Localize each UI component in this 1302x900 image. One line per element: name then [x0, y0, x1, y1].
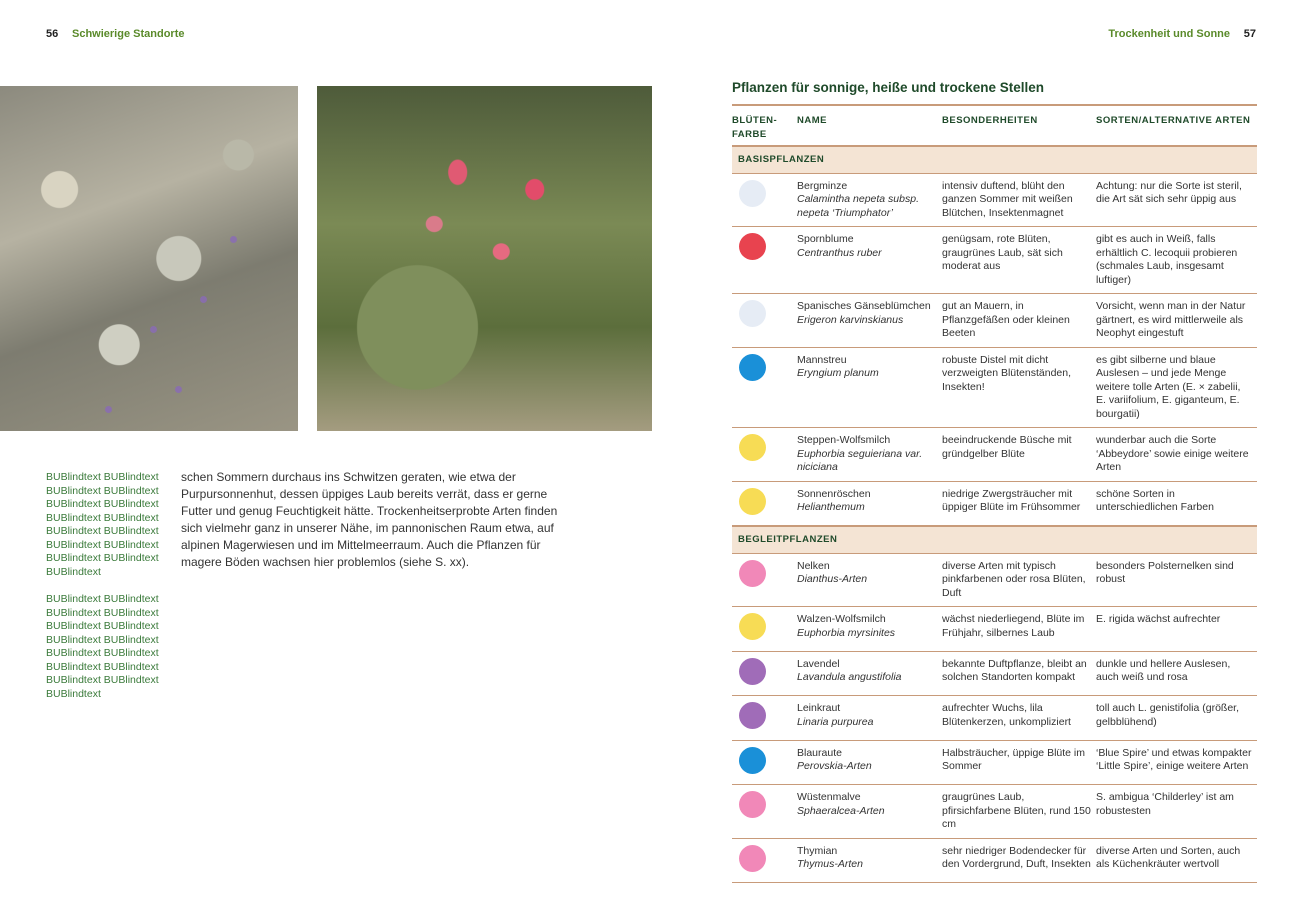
plant-name-cell: [797, 227, 942, 294]
plant-name-cell: [797, 785, 942, 839]
plant-latin-name: Euphorbia seguieriana var. niciciana: [797, 447, 923, 473]
photo-eryngium-lavender: [0, 86, 298, 431]
plant-common-name: Bergminze: [797, 179, 848, 192]
plant-notes: diverse Arten mit typisch pinkfarbenen oder rosa Blüten, Duft: [942, 553, 1096, 607]
plant-common-name: Steppen-Wolfsmilch: [797, 434, 891, 446]
bloom-color-swatch: [739, 488, 766, 515]
section-label: BEGLEITPFLANZEN: [732, 526, 1257, 553]
table-row: [732, 785, 1257, 839]
plant-table: [732, 104, 1257, 883]
plant-alternatives: es gibt silberne und blaue Auslesen – und jede Menge weitere tolle Arten (E. × zabelii, E. variifolium, E. giganteum, E. bourgatii): [1096, 347, 1257, 428]
plant-common-name: Mannstreu: [797, 353, 847, 366]
plant-latin-name: Centranthus ruber: [797, 246, 882, 259]
plant-common-name: Nelken: [797, 559, 830, 572]
plant-latin-name: Erigeron karvinskianus: [797, 313, 904, 326]
bloom-color-swatch: [739, 747, 766, 774]
plant-common-name: Spornblume: [797, 233, 854, 245]
running-head-left: Schwierige Standorte: [72, 28, 185, 40]
plant-latin-name: Eryngium planum: [797, 367, 879, 379]
plant-notes: genügsam, rote Blüten, graugrünes Laub, sät sich moderat aus: [942, 227, 1096, 294]
bloom-color-swatch: [739, 702, 766, 729]
bloom-color-swatch: [739, 180, 766, 207]
plant-latin-name: Euphorbia myrsinites: [797, 626, 896, 639]
plant-alternatives: gibt es auch in Weiß, falls erhältlich C. lecoquii probieren (schmales Laub, insgesamt luftiger): [1096, 227, 1257, 294]
bloom-color-cell: [732, 294, 797, 348]
plant-name-cell: [797, 651, 942, 696]
table-row: [732, 227, 1257, 294]
plant-latin-name: Sphaeralcea-Arten: [797, 804, 885, 817]
plant-name-cell: [797, 294, 942, 348]
plant-name-cell: [797, 740, 942, 785]
plant-alternatives: S. ambigua ‘Childerley’ ist am robustesten: [1096, 785, 1257, 839]
plant-notes: wächst niederliegend, Blüte im Frühjahr, silbernes Laub: [942, 607, 1096, 652]
plant-notes: Halbsträucher, üppige Blüte im Sommer: [942, 740, 1096, 785]
col-header-alternatives: SORTEN/ALTERNATIVE ARTEN: [1096, 115, 1251, 126]
plant-notes: aufrechter Wuchs, lila Blütenkerzen, unkompliziert: [942, 696, 1096, 741]
plant-alternatives: schöne Sorten in unterschiedlichen Farben: [1096, 481, 1257, 526]
plant-alternatives: wunderbar auch die Sorte ‘Abbeydore’ sowie einige weitere Arten: [1096, 428, 1257, 482]
bloom-color-swatch: [739, 613, 766, 640]
bloom-color-cell: [732, 553, 797, 607]
plant-notes: niedrige Zwergsträucher mit üppiger Blüte im Frühsommer: [942, 481, 1096, 526]
plant-notes: robuste Distel mit dicht verzweigten Blütenständen, Insekten!: [942, 347, 1096, 428]
plant-notes: intensiv duftend, blüht den ganzen Sommer mit weißen Blütchen, Insektenmagnet: [942, 173, 1096, 227]
bloom-color-cell: [732, 227, 797, 294]
bloom-color-swatch: [739, 354, 766, 381]
sidenote-1: BUBlindtext BUBlindtext BUBlindtext BUBlindtext BUBlindtext BUBlindtext BUBlindtext BUBlindtext BUBlindtext BUBlindtext BUBlindtext BUBlindtext BUBlindtext BUBlindtext BUBlindtext: [46, 471, 159, 578]
bloom-color-swatch: [739, 434, 766, 461]
plant-latin-name: Calamintha nepeta subsp. nepeta ‘Triumphator’: [797, 193, 919, 219]
plant-name-cell: [797, 696, 942, 741]
table-row: [732, 173, 1257, 227]
plant-name-cell: [797, 607, 942, 652]
plant-name-cell: [797, 428, 942, 482]
bloom-color-cell: [732, 607, 797, 652]
bloom-color-cell: [732, 696, 797, 741]
plant-notes: bekannte Duftpflanze, bleibt an solchen Standorten kompakt: [942, 651, 1096, 696]
plant-notes: sehr niedriger Bodendecker für den Vordergrund, Duft, Insekten: [942, 838, 1096, 883]
plant-common-name: Spanisches Gänseblümchen: [797, 300, 931, 312]
plant-latin-name: Perovskia-Arten: [797, 760, 872, 772]
col-header-color: BLÜTEN-FARBE: [732, 115, 778, 140]
sidenote-2: BUBlindtext BUBlindtext BUBlindtext BUBlindtext BUBlindtext BUBlindtext BUBlindtext BUBlindtext BUBlindtext BUBlindtext BUBlindtext BUBlindtext BUBlindtext BUBlindtext BUBlindtext: [46, 593, 159, 700]
plant-notes: beeindruckende Büsche mit gründgelber Blüte: [942, 428, 1096, 482]
running-head-right: Trockenheit und Sonne: [1108, 28, 1230, 40]
bloom-color-cell: [732, 481, 797, 526]
plant-alternatives: diverse Arten und Sorten, auch als Küchenkräuter wertvoll: [1096, 838, 1257, 883]
table-row: [732, 838, 1257, 883]
table-title: Pflanzen für sonnige, heiße und trockene Stellen: [732, 80, 1045, 95]
table-row: [732, 428, 1257, 482]
col-header-name: NAME: [797, 115, 827, 126]
table-header-row: [732, 105, 1257, 146]
table-row: [732, 607, 1257, 652]
plant-common-name: Walzen-Wolfsmilch: [797, 613, 886, 625]
plant-common-name: Lavendel: [797, 657, 840, 670]
table-row: [732, 294, 1257, 348]
bloom-color-cell: [732, 428, 797, 482]
photo-tulips: [317, 86, 652, 431]
plant-common-name: Blauraute: [797, 746, 842, 759]
bloom-color-swatch: [739, 233, 766, 260]
plant-name-cell: [797, 838, 942, 883]
plant-common-name: Thymian: [797, 844, 838, 857]
plant-alternatives: ‘Blue Spire’ und etwas kompakter ‘Little Spire’, einige weitere Arten: [1096, 740, 1257, 785]
plant-name-cell: [797, 481, 942, 526]
section-row: [732, 526, 1257, 553]
table-row: [732, 740, 1257, 785]
plant-latin-name: Linaria purpurea: [797, 715, 874, 728]
bloom-color-swatch: [739, 845, 766, 872]
bloom-color-swatch: [739, 300, 766, 327]
plant-alternatives: toll auch L. genistifolia (größer, gelbblühend): [1096, 696, 1257, 741]
plant-common-name: Sonnenröschen: [797, 487, 871, 500]
table-row: [732, 651, 1257, 696]
plant-alternatives: dunkle und hellere Auslesen, auch weiß und rosa: [1096, 651, 1257, 696]
bloom-color-cell: [732, 785, 797, 839]
bloom-color-swatch: [739, 791, 766, 818]
bloom-color-swatch: [739, 560, 766, 587]
bloom-color-cell: [732, 838, 797, 883]
plant-alternatives: E. rigida wächst aufrechter: [1096, 607, 1257, 652]
bloom-color-cell: [732, 173, 797, 227]
plant-notes: gut an Mauern, in Pflanzgefäßen oder kleinen Beeten: [942, 294, 1096, 348]
plant-latin-name: Lavandula angustifolia: [797, 671, 902, 683]
section-label: BASISPFLANZEN: [732, 146, 1257, 173]
table-body: [732, 146, 1257, 883]
plant-common-name: Wüstenmalve: [797, 791, 861, 803]
plant-common-name: Leinkraut: [797, 702, 841, 714]
bloom-color-swatch: [739, 658, 766, 685]
table-row: [732, 553, 1257, 607]
plant-alternatives: besonders Polsternelken sind robust: [1096, 553, 1257, 607]
plant-name-cell: [797, 173, 942, 227]
body-text: schen Sommern durchaus ins Schwitzen geraten, wie etwa der Purpursonnenhut, dessen üppiges Laub bereits verrät, dass er gerne Futter und genug Feuchtigkeit hätte. Trockenheitserprobte Arten finden sich vielmehr ganz in unserer Nähe, im pannonischen Raum etwa, auf alpinen Magerwiesen und im Mittelmeerraum. Auch die Pflanzen für magere Böden wachsen hier problemlos (siehe S. xx).: [181, 470, 558, 569]
plant-alternatives: Achtung: nur die Sorte ist steril, die Art sät sich sehr üppig aus: [1096, 173, 1257, 227]
page-number-right: 57: [1243, 28, 1256, 40]
page-number-left: 56: [46, 28, 59, 40]
plant-alternatives: Vorsicht, wenn man in der Natur gärtnert, es wird mittlerweile als Neophyt eingestuft: [1096, 294, 1257, 348]
plant-name-cell: [797, 347, 942, 428]
table-row: [732, 347, 1257, 428]
plant-latin-name: Thymus-Arten: [797, 858, 863, 870]
plant-latin-name: Helianthemum: [797, 501, 865, 513]
bloom-color-cell: [732, 651, 797, 696]
table-row: [732, 696, 1257, 741]
plant-name-cell: [797, 553, 942, 607]
plant-latin-name: Dianthus-Arten: [797, 573, 868, 585]
table-row: [732, 481, 1257, 526]
col-header-notes: BESONDERHEITEN: [942, 115, 1038, 126]
bloom-color-cell: [732, 740, 797, 785]
section-row: [732, 146, 1257, 173]
plant-notes: graugrünes Laub, pfirsichfarbene Blüten, rund 150 cm: [942, 785, 1096, 839]
bloom-color-cell: [732, 347, 797, 428]
